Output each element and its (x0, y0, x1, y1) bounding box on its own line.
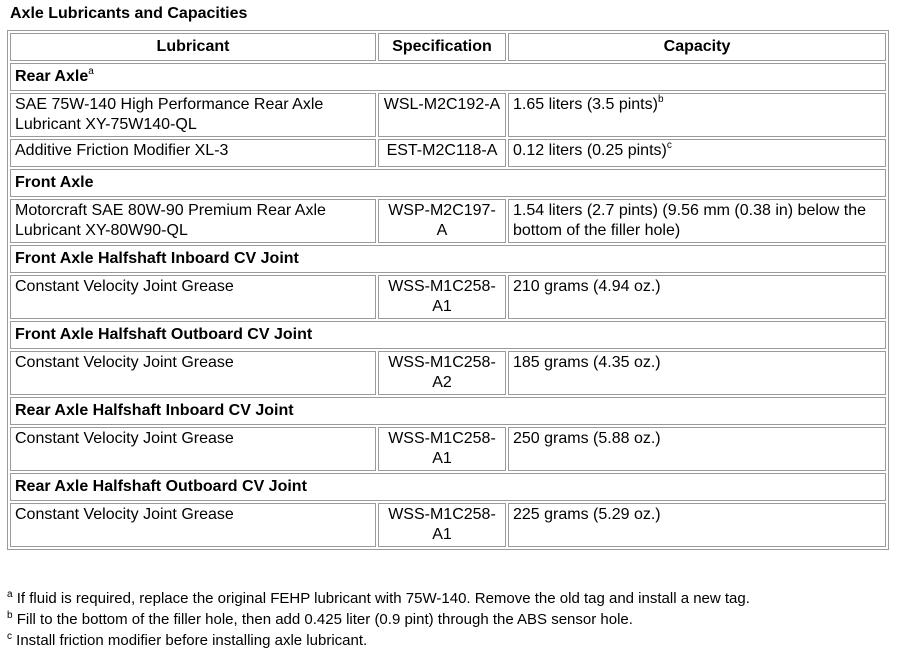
footnote-mark: a (7, 589, 13, 600)
specification-cell: WSS-M1C258-A1 (378, 275, 506, 319)
specification-cell: EST-M2C118-A (378, 139, 506, 167)
footnote-mark: a (88, 66, 94, 77)
page-title: Axle Lubricants and Capacities (10, 5, 248, 22)
footnote-mark: b (7, 610, 13, 621)
footnote-mark: b (657, 94, 664, 105)
capacity-text: 0.12 liters (0.25 pints) (513, 142, 667, 159)
capacity-cell: 210 grams (4.94 oz.) (508, 275, 886, 319)
section-heading-row (10, 63, 886, 91)
lubricant-cell: Constant Velocity Joint Grease (10, 275, 376, 319)
capacity-text: 1.65 liters (3.5 pints) (513, 96, 658, 113)
section-heading: Front Axle Halfshaft Inboard CV Joint (10, 245, 886, 273)
section-heading: Front Axle (10, 169, 886, 197)
footnote-text: Fill to the bottom of the filler hole, then add 0.425 liter (0.9 pint) through the ABS sensor hole. (16, 611, 633, 628)
section-heading: Rear Axle Halfshaft Inboard CV Joint (10, 397, 886, 425)
capacity-cell (508, 93, 886, 137)
table-row (10, 93, 886, 137)
specification-cell: WSS-M1C258-A2 (378, 351, 506, 395)
specification-cell: WSP-M2C197-A (378, 199, 506, 243)
header-capacity: Capacity (508, 33, 886, 61)
section-heading: Rear Axle Halfshaft Outboard CV Joint (10, 473, 886, 501)
section-heading-row (10, 169, 886, 197)
capacity-cell: 250 grams (5.88 oz.) (508, 427, 886, 471)
footnote-text: If fluid is required, replace the original FEHP lubricant with 75W-140. Remove the old tag and install a new tag. (16, 590, 750, 607)
footnote-a (7, 588, 750, 609)
footnotes (7, 588, 750, 651)
specification-cell: WSS-M1C258-A1 (378, 427, 506, 471)
header-lubricant: Lubricant (10, 33, 376, 61)
section-heading-row (10, 245, 886, 273)
header-specification: Specification (378, 33, 506, 61)
lubricant-cell: SAE 75W-140 High Performance Rear Axle Lubricant XY-75W140-QL (10, 93, 376, 137)
lubricants-table (7, 30, 889, 550)
section-heading-row (10, 473, 886, 501)
table-row (10, 275, 886, 319)
table-row (10, 427, 886, 471)
lubricant-cell: Constant Velocity Joint Grease (10, 351, 376, 395)
footnote-mark: c (7, 631, 12, 642)
lubricant-cell: Constant Velocity Joint Grease (10, 503, 376, 547)
specification-cell: WSL-M2C192-A (378, 93, 506, 137)
table-header-row (10, 33, 886, 61)
section-heading-row (10, 397, 886, 425)
lubricant-cell: Additive Friction Modifier XL-3 (10, 139, 376, 167)
section-heading (10, 63, 886, 91)
section-heading-row (10, 321, 886, 349)
footnote-b (7, 609, 750, 630)
section-heading: Front Axle Halfshaft Outboard CV Joint (10, 321, 886, 349)
lubricant-cell: Constant Velocity Joint Grease (10, 427, 376, 471)
table-row (10, 503, 886, 547)
capacity-cell: 185 grams (4.35 oz.) (508, 351, 886, 395)
footnote-mark: c (666, 140, 672, 151)
specification-cell: WSS-M1C258-A1 (378, 503, 506, 547)
footnote-c (7, 630, 750, 651)
capacity-cell: 225 grams (5.29 oz.) (508, 503, 886, 547)
table-row (10, 139, 886, 167)
lubricant-cell: Motorcraft SAE 80W-90 Premium Rear Axle Lubricant XY-80W90-QL (10, 199, 376, 243)
capacity-cell (508, 139, 886, 167)
footnote-text: Install friction modifier before installing axle lubricant. (16, 632, 368, 649)
capacity-cell: 1.54 liters (2.7 pints) (9.56 mm (0.38 in) below the bottom of the filler hole) (508, 199, 886, 243)
table-row (10, 351, 886, 395)
table-row (10, 199, 886, 243)
section-heading-text: Rear Axle (15, 68, 89, 85)
